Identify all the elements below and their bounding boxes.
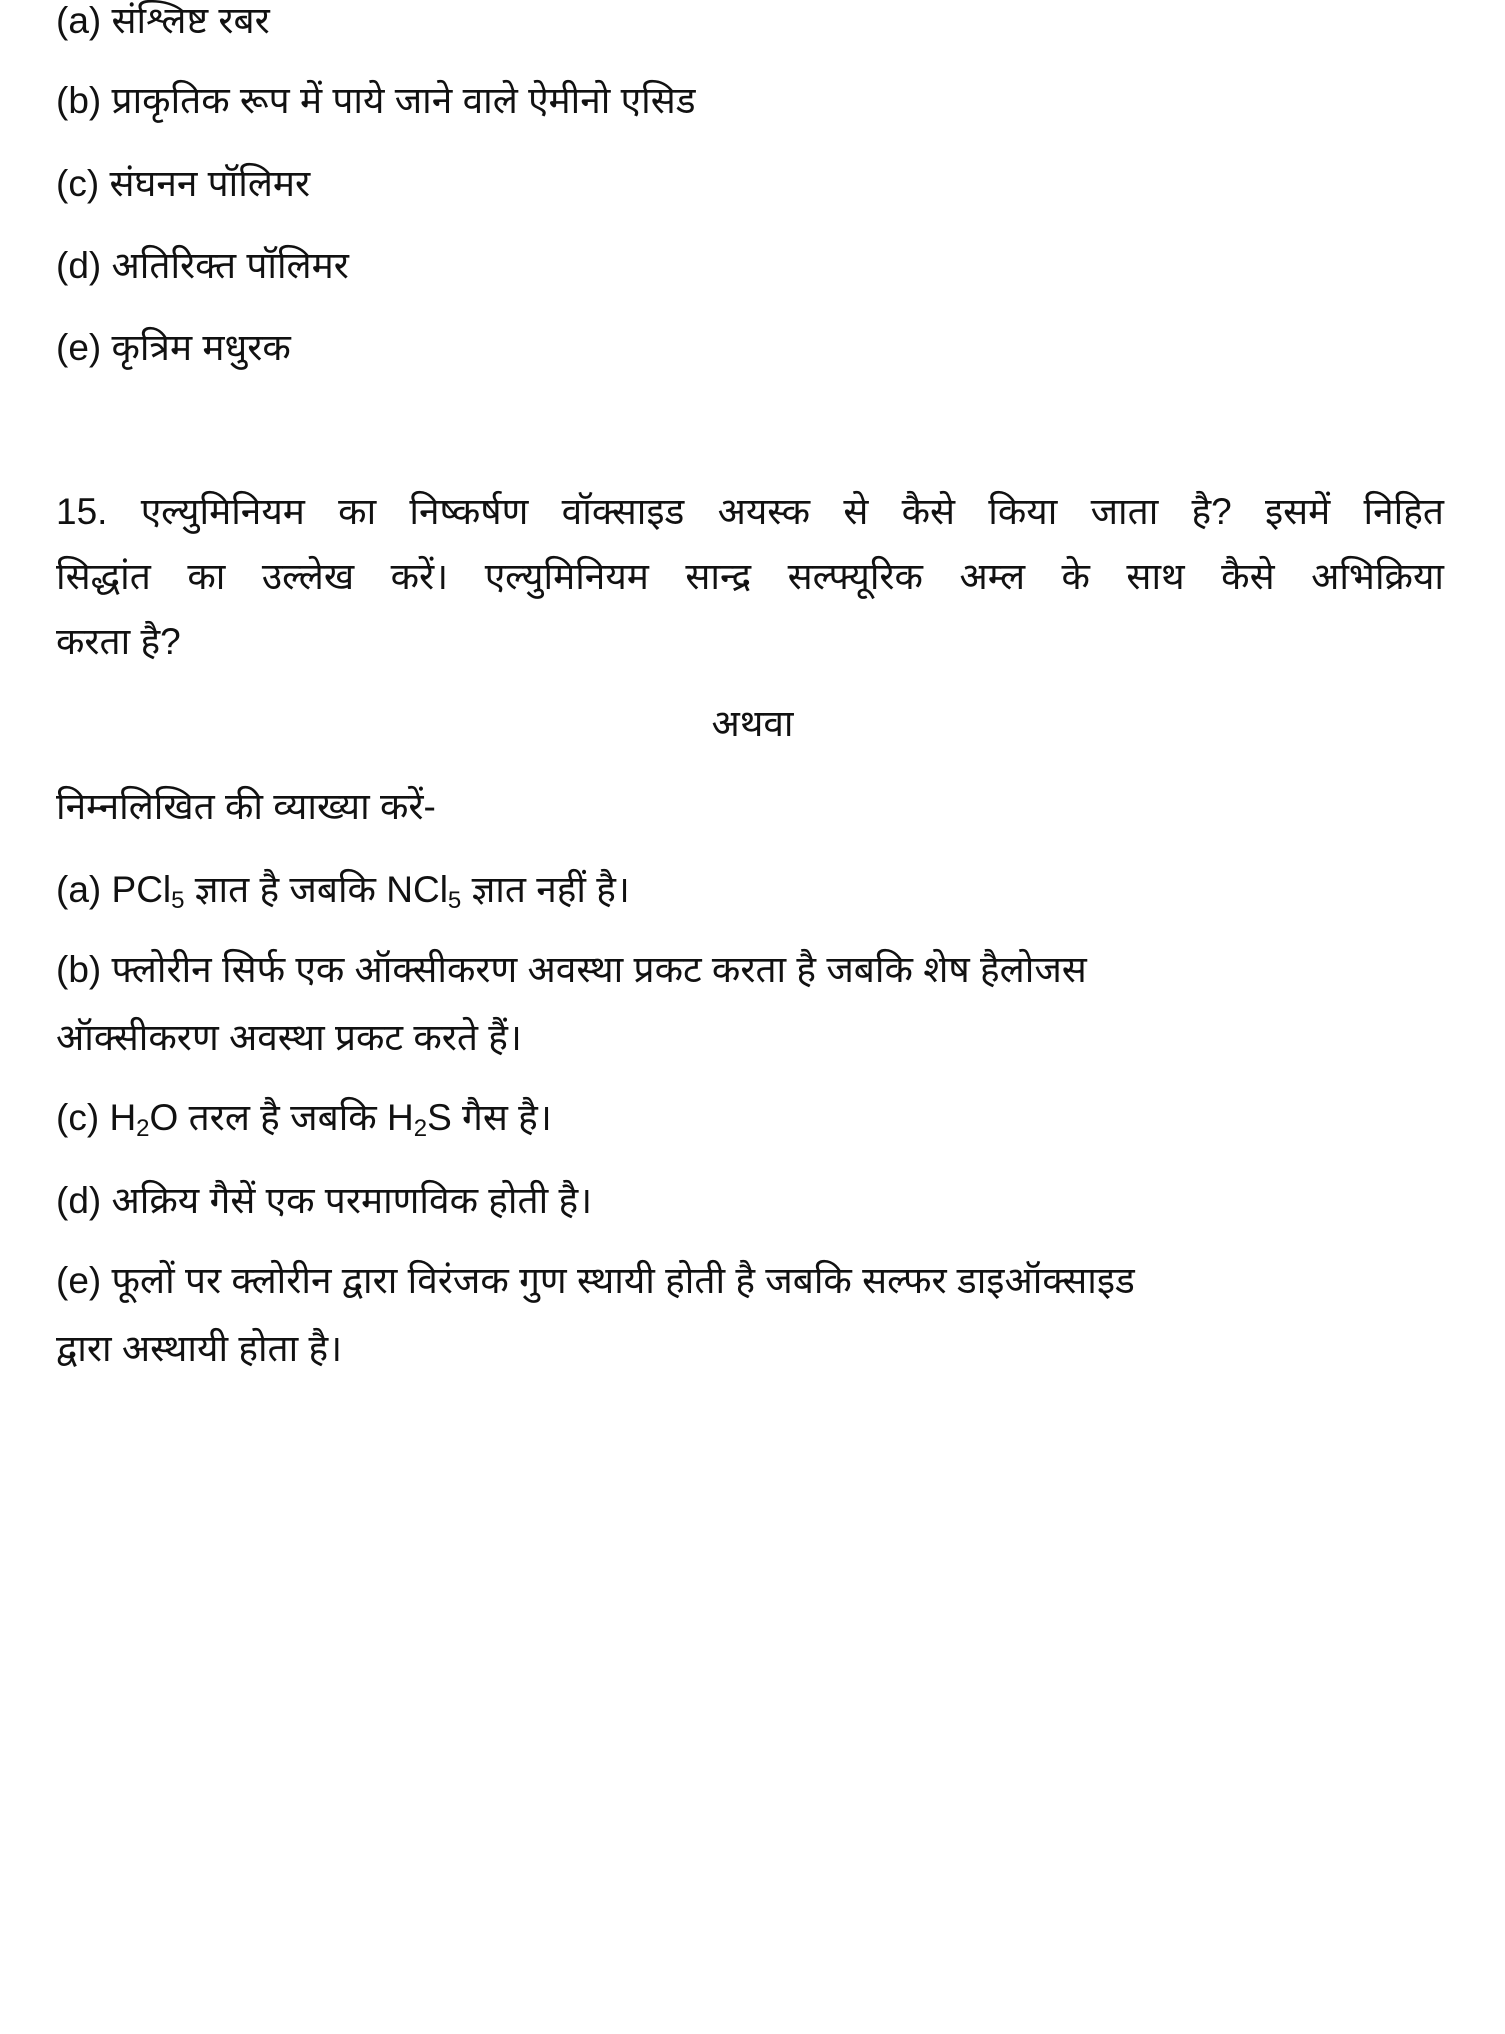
or-separator: अथवा — [711, 703, 794, 744]
sub-text: फूलों पर क्लोरीन द्वारा विरंजक गुण स्थायी होती है जबकि सल्फर डाइऑक्साइड — [111, 1260, 1135, 1301]
sub-question-c — [56, 1094, 552, 1142]
sub-label: (d) — [56, 1180, 102, 1221]
option-label: (a) — [56, 0, 102, 41]
option-e — [56, 324, 291, 372]
sub-text: अक्रिय गैसें एक परमाणविक होती है। — [111, 1180, 593, 1221]
subscript: 5 — [171, 887, 185, 914]
formula: O — [149, 1097, 179, 1138]
sub-question-d — [56, 1177, 592, 1225]
formula: PCl — [111, 869, 172, 910]
sub-question-b-line-2: ऑक्सीकरण अवस्था प्रकट करते हैं। — [56, 1017, 522, 1058]
option-c — [56, 160, 310, 208]
sub-label: (a) — [56, 869, 102, 910]
question-number: 15. — [56, 491, 108, 532]
question-line-1 — [56, 488, 1444, 536]
formula: H — [386, 1097, 414, 1138]
sub-question-b-line-1 — [56, 946, 1087, 994]
option-text: संघनन पॉलिमर — [109, 163, 311, 204]
question-text: एल्युमिनियम का निष्कर्षण वॉक्साइड अयस्क से कैसे किया जाता है? इसमें निहित — [140, 491, 1444, 532]
sub-text: ज्ञात नहीं है। — [471, 869, 630, 910]
option-b — [56, 77, 696, 125]
subscript: 2 — [413, 1115, 428, 1142]
sub-question-a — [56, 866, 630, 914]
sub-text: गैस है। — [462, 1097, 552, 1138]
option-label: (c) — [56, 163, 100, 204]
instruction: निम्नलिखित की व्याख्या करें- — [56, 786, 436, 827]
option-label: (d) — [56, 245, 102, 286]
sub-label: (e) — [56, 1260, 102, 1301]
formula: NCl — [386, 869, 448, 910]
sub-text: फ्लोरीन सिर्फ एक ऑक्सीकरण अवस्था प्रकट करता है जबकि शेष हैलोजस — [111, 949, 1087, 990]
option-text: अतिरिक्त पॉलिमर — [111, 245, 349, 286]
sub-text: ज्ञात है जबकि — [194, 869, 376, 910]
sub-question-e-line-1 — [56, 1257, 1135, 1305]
sub-question-e-line-2: द्वारा अस्थायी होता है। — [56, 1328, 343, 1369]
option-text: प्राकृतिक रूप में पाये जाने वाले ऐमीनो एसिड — [111, 80, 696, 121]
option-a — [56, 0, 270, 45]
sub-label: (b) — [56, 949, 102, 990]
formula: H — [109, 1097, 137, 1138]
option-text: कृत्रिम मधुरक — [111, 327, 291, 368]
option-text: संश्लिष्ट रबर — [111, 0, 270, 41]
option-label: (e) — [56, 327, 102, 368]
formula: S — [427, 1097, 452, 1138]
sub-label: (c) — [56, 1097, 100, 1138]
option-d — [56, 242, 349, 290]
subscript: 2 — [136, 1115, 150, 1142]
sub-text: तरल है जबकि — [188, 1097, 377, 1138]
question-line-3: करता है? — [56, 621, 181, 662]
subscript: 5 — [447, 887, 462, 914]
option-label: (b) — [56, 80, 102, 121]
question-line-2: सिद्धांत का उल्लेख करें। एल्युमिनियम सान्द्र सल्फ्यूरिक अम्ल के साथ कैसे अभिक्रिया — [56, 556, 1444, 597]
